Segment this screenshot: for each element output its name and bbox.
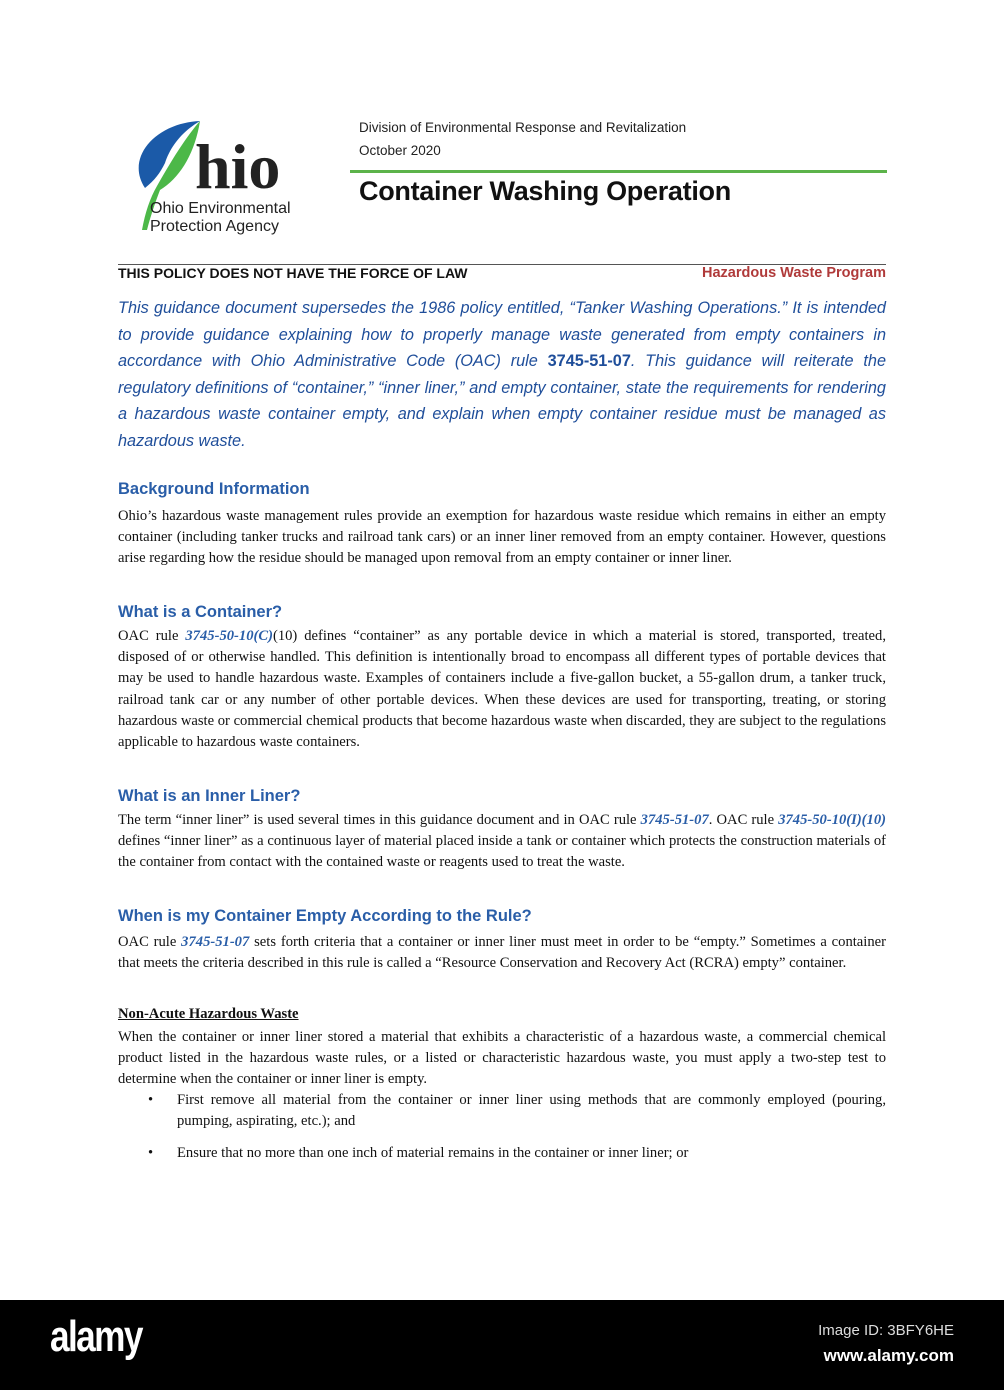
inner-liner-paragraph [118,810,886,874]
bullet-item: Ensure that no more than one inch of material remains in the container or inner liner; or [177,1145,689,1161]
program-name: Hazardous Waste Program [702,265,886,281]
svg-text:hio: hio [195,131,281,202]
text: defines “inner liner” as a continuous layer of material placed inside a tank or container which protects the construction materials of the container from contact with the contained waste or reagents used to treat the waste. [118,833,886,871]
text: The term “inner liner” is used several times in this guidance document and in OAC rule [118,812,641,828]
text: OAC rule [118,934,182,950]
image-id: Image ID: 3BFY6HE [818,1322,954,1339]
svg-text:Ohio Environmental: Ohio Environmental [150,200,291,217]
bullet-icon: • [148,1092,154,1108]
rule-reference: 3745-51-07 [547,352,631,371]
non-acute-paragraph: When the container or inner liner stored a material that exhibits a characteristic of a hazardous waste, a commercial chemical product listed in the hazardous waste rules, or a listed or characteristic hazardous waste, you must apply a two-step test to determine when the container or inner liner is empty. [118,1029,886,1088]
background-paragraph: Ohio’s hazardous waste management rules provide an exemption for hazardous waste residue which remains in either an empty container (including tanker trucks and railroad tank cars) or an inner liner removed from an empty container. However, questions arise regarding how the residue should be managed upon removal from an empty container or inner liner. [118,508,886,567]
text: (10) defines “container” as any portable device in which a material is stored, transported, treated, disposed of or otherwise handled. This definition is intentionally broad to encompass all different types of portable devices that may be used to handle hazardous waste. Examples of containers include a five-gallon bucket, a 55-gallon drum, a tanker truck, railroad tank car or any number of other portable devices. When these devices are used for transporting, treating, or storing hazardous waste or commercial chemical products that become hazardous waste when discarded, they are subject to the regulations applicable to hazardous waste containers. [118,628,886,751]
rule-reference: 3745-50-10(I)(10) [778,812,886,828]
alamy-url: www.alamy.com [823,1346,954,1365]
text: OAC rule [118,628,186,644]
heading-non-acute: Non-Acute Hazardous Waste [118,1006,299,1022]
policy-notice: THIS POLICY DOES NOT HAVE THE FORCE OF LAW [118,265,468,281]
alamy-logo: alamy [50,1312,142,1361]
division-name: Division of Environmental Response and Revitalization [359,120,687,135]
intro-text: . This guidance will reiterate the regulatory definitions of “container,” “inner liner,” and empty container, state the requirements for rendering a hazardous waste container empty, and explain when empty container residue must be managed as hazardous waste. [118,352,886,450]
rule-reference: 3745-51-07 [181,934,250,950]
rule-reference: 3745-51-07 [640,812,709,828]
heading-background: Background Information [118,480,310,498]
heading-empty-container: When is my Container Empty According to the Rule? [118,907,532,925]
container-paragraph [118,626,886,753]
heading-container: What is a Container? [118,603,283,621]
text: . OAC rule [708,812,779,828]
watermark-footer [0,1300,1004,1390]
rule-reference: 3745-50-10(C) [185,628,273,644]
bullet-item: First remove all material from the container or inner liner using methods that are commonly employed (pouring, pumping, aspirating, etc.); and [177,1092,886,1130]
svg-text:Protection Agency: Protection Agency [150,218,279,235]
ohio-epa-logo [125,118,325,238]
empty-container-paragraph [118,932,886,974]
document-date: October 2020 [359,143,441,158]
intro-text: This guidance document supersedes the 1986 policy entitled, “Tanker Washing Operations.” It is intended to provide guidance explaining how to properly manage waste generated from empty containers in accordance with Ohio Administrative Code (OAC) rule [118,299,886,371]
page-title: Container Washing Operation [359,176,731,206]
leaf-icon [125,118,325,238]
bullet-icon: • [148,1145,154,1161]
green-divider [350,170,887,173]
text: sets forth criteria that a container or inner liner must meet in order to be “empty.” Sometimes a container that meets the criteria described in this rule is called a “Resource Conservation and Recovery Act (RCRA) empty” container. [118,934,886,972]
intro-paragraph [118,295,886,455]
heading-inner-liner: What is an Inner Liner? [118,787,301,805]
